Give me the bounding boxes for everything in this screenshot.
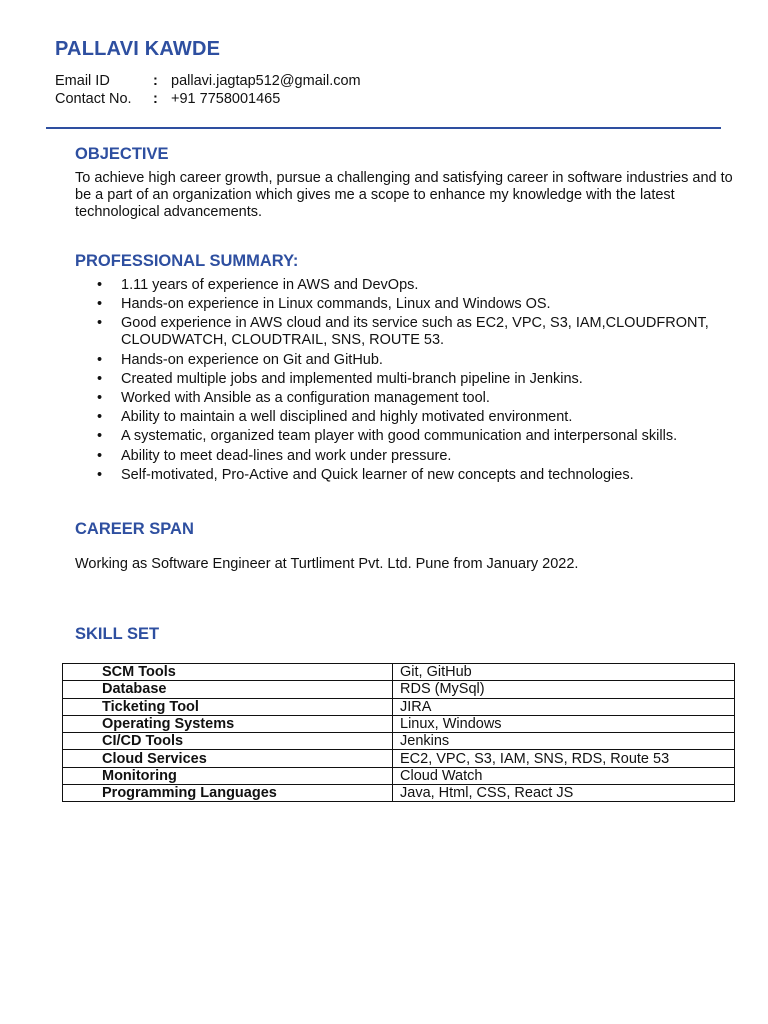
email-colon: : — [153, 73, 158, 89]
list-item: • Ability to meet dead-lines and work under pressure. — [97, 447, 452, 464]
objective-text: To achieve high career growth, pursue a challenging and satisfying career in software industries and to be a part of an organization which gives me a scope to enhance my knowledge with the latest technological advancements. — [75, 170, 733, 220]
objective-heading: OBJECTIVE — [75, 145, 169, 163]
list-item: • Good experience in AWS cloud and its service such as EC2, VPC, S3, IAM,CLOUDFRONT, CLOUDWATCH, CLOUDTRAIL, SNS, ROUTE 53. — [97, 315, 709, 349]
contact-label: Contact No. — [55, 91, 132, 107]
table-row: Cloud Services EC2, VPC, S3, IAM, SNS, RDS, Route 53 — [63, 750, 735, 767]
list-item: • Created multiple jobs and implemented multi-branch pipeline in Jenkins. — [97, 370, 583, 387]
candidate-name: PALLAVI KAWDE — [55, 38, 221, 60]
list-item: • 1.11 years of experience in AWS and DevOps. — [97, 277, 419, 293]
table-row: SCM Tools Git, GitHub — [63, 664, 735, 681]
contact-value: +91 7758001465 — [171, 91, 281, 107]
summary-heading: PROFESSIONAL SUMMARY: — [75, 252, 299, 270]
contact-colon: : — [153, 91, 158, 107]
list-item: • Worked with Ansible as a configuration management tool. — [97, 389, 490, 406]
table-row: Programming Languages Java, Html, CSS, React JS — [63, 785, 735, 802]
list-item: • Hands-on experience in Linux commands, Linux and Windows OS. — [97, 296, 551, 313]
list-item: • Ability to maintain a well disciplined and highly motivated environment. — [97, 409, 573, 426]
career-text: Working as Software Engineer at Turtliment Pvt. Ltd. Pune from January 2022. — [75, 556, 579, 572]
table-row: CI/CD Tools Jenkins — [63, 733, 735, 750]
table-row: Operating Systems Linux, Windows — [63, 715, 735, 732]
list-item: • Self-motivated, Pro-Active and Quick learner of new concepts and technologies. — [97, 466, 634, 483]
table-row: Database RDS (MySql) — [63, 681, 735, 698]
email-label: Email ID — [55, 73, 110, 89]
skills-table — [62, 663, 735, 802]
skills-heading: SKILL SET — [75, 625, 160, 643]
career-heading: CAREER SPAN — [75, 520, 194, 538]
table-row: Monitoring Cloud Watch — [63, 767, 735, 784]
email-line — [55, 73, 361, 89]
list-item: • Hands-on experience on Git and GitHub. — [97, 351, 383, 368]
email-value: pallavi.jagtap512@gmail.com — [171, 73, 361, 89]
header-divider — [46, 127, 721, 129]
table-row: Ticketing Tool JIRA — [63, 698, 735, 715]
summary-list — [97, 277, 737, 486]
list-item: • A systematic, organized team player with good communication and interpersonal skills. — [97, 428, 678, 445]
contact-line — [55, 91, 280, 107]
